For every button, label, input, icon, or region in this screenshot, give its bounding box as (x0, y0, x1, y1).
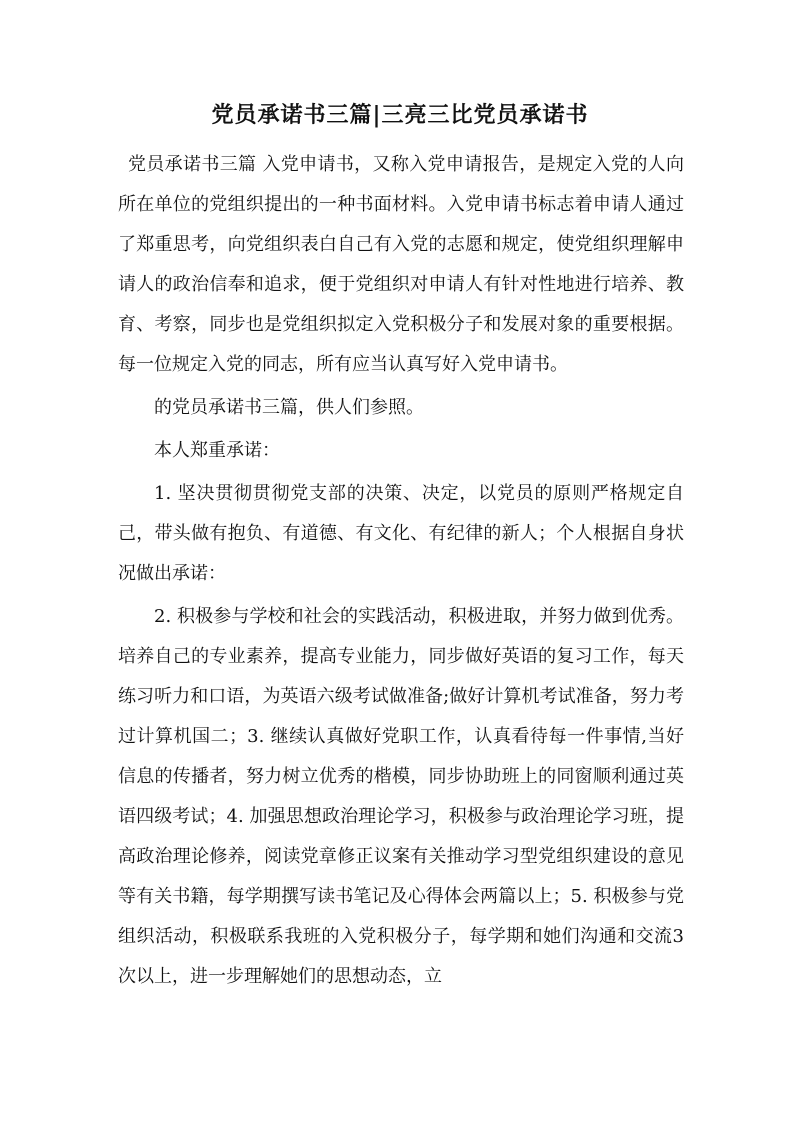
paragraph-pledge-heading: 本人郑重承诺： (154, 440, 280, 461)
paragraph-intro: 党员承诺书三篇 入党申请书，又称入党申请报告，是规定入党的人向所在单位的党组织提出的一种书面材料。入党申请书标志着申请人通过了郑重思考，向党组织表白自己有入党的志愿和规定，使党组织理解申请人的政治信奉和追求，便于党组织对申请人有针对性地进行培养、教育、考察，同步也是党组织拟定入党积极分子和发展对象的重要根据。每一位规定入党的同志，所有应当认真写好入党申请书。 (118, 154, 684, 375)
paragraph-pledge-2-5: 2. 积极参与学校和社会的实践活动，积极进取，并努力做到优秀。培养自己的专业素养，提高专业能力，同步做好英语的复习工作，每天练习听力和口语，为英语六级考试做准备;做好计算机考试准备，努力考过计算机国二；3. 继续认真做好党职工作，认真看待每一件事情,当好信息的传播者，努力树立优秀的楷模，同步协助班上的同窗顺利通过英语四级考试；4. 加强思想政治理论学习，积极参与政治理论学习班，提高政治理论修养，阅读党章修正议案有关推动学习型党组织建设的意见等有关书籍，每学期撰写读书笔记及心得体会两篇以上；5. 积极参与党组织活动，积极联系我班的入党积极分子，每学期和她们沟通和交流3次以上，进一步理解她们的思想动态，立 (118, 606, 684, 987)
paragraph-pledge-1: 1. 坚决贯彻贯彻党支部的决策、决定，以党员的原则严格规定自己，带头做有抱负、有道德、有文化、有纪律的新人；个人根据自身状况做出承诺： (118, 483, 684, 584)
paragraph-reference: 的党员承诺书三篇，供人们参照。 (154, 397, 424, 418)
document-body (118, 145, 684, 997)
document-title: 党员承诺书三篇|三亮三比党员承诺书 (211, 102, 589, 128)
